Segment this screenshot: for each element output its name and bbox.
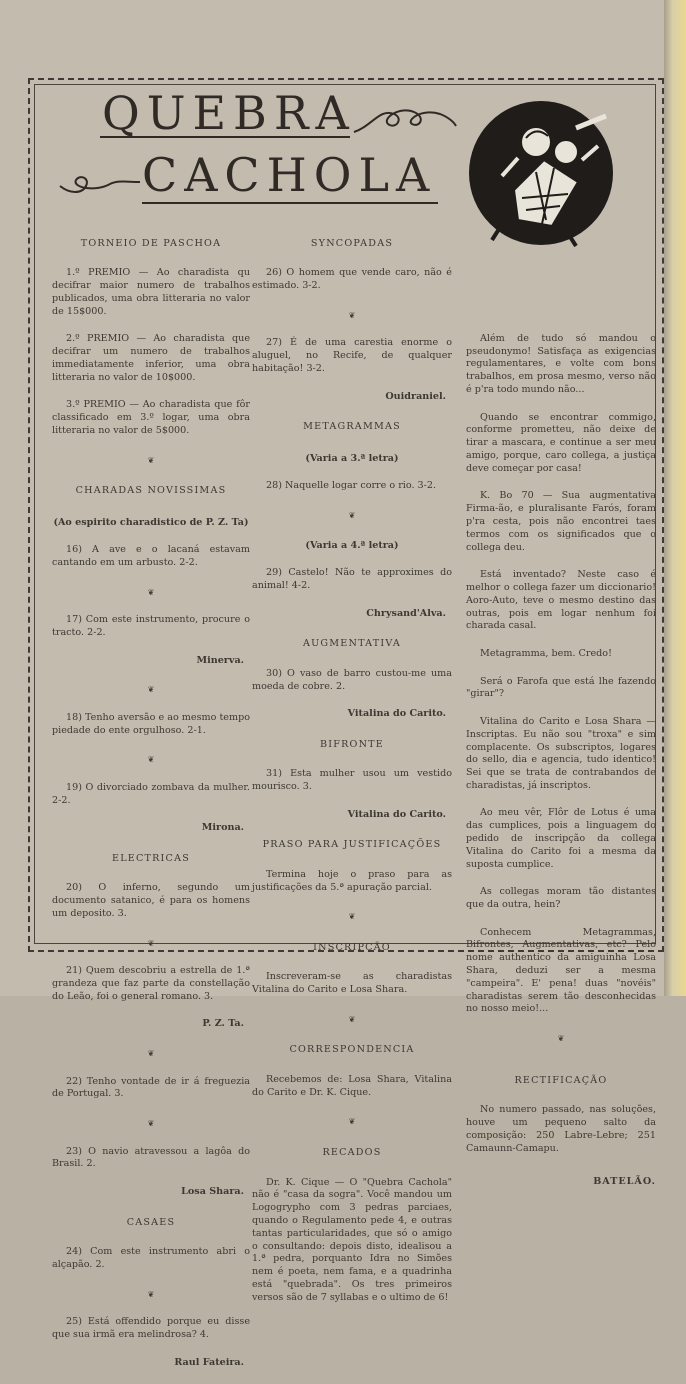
recado-farofa: Será o Farofa que está lhe fazendo "girar"?: [466, 675, 656, 700]
casal-24: 24) Com este instrumento abri o alçapão. 2.: [52, 1246, 250, 1270]
syncopada-27: 27) É de uma carestia enorme o aluguel, no Recife, de qualquer habitação! 3-2.: [252, 337, 452, 374]
ornament-icon: ❦: [147, 755, 155, 765]
column-right: [466, 320, 656, 1188]
section-title-bifronte: BIFRONTE: [320, 738, 384, 750]
ornament-icon: ❦: [147, 455, 155, 465]
metagramma-note-3: (Varia a 3.ª letra): [305, 452, 399, 464]
recado-continued-2: Quando se encontrar commigo, conforme prometteu, não deixe de tirar a mascara, e continue a ser meu amigo, porque, caro collega, a justiça deve começar por casa!: [466, 411, 656, 474]
signature-ouidraniel: Ouidraniel.: [385, 390, 446, 402]
recado-flor-de-lotus: Ao meu vêr, Flôr de Lotus é uma das cumplices, pois a linguagem do pedido de inscripção da collega Vitalina do Carito foi a mesma da suposta cumplice.: [466, 807, 656, 870]
ornament-icon: ❦: [348, 310, 356, 320]
metagramma-note-4: (Varia a 4.ª letra): [305, 539, 399, 551]
section-title-metagrammas: METAGRAMMAS: [303, 421, 401, 433]
section-title-inscripcao: INSCRIPÇÃO: [313, 941, 391, 953]
ornament-icon: ❦: [147, 1049, 155, 1059]
augmentativa-30: 30) O vaso de barro custou-me uma moeda de cobre. 2.: [252, 667, 452, 692]
recado-vitalina-losa: Vitalina do Carito e Losa Shara — Inscriptas. Eu não sou "troxa" e sim complacente. Os subscriptos, logares do sello, dia e agencia, tudo identico! Sei que se trata de contrabandos de charadistas, já inscriptos.: [466, 715, 656, 791]
section-title-rectificacao: RECTIFICAÇÃO: [514, 1074, 608, 1086]
premio-2: 2.º PREMIO — Ao charadista que decifrar um numero de trabalhos immediatamente inferior, uma obra litteraria no valor de 10$000.: [52, 333, 250, 383]
charada-17: 17) Com este instrumento, procure o tracto. 2-2.: [52, 614, 250, 639]
masthead-rule-bottom: [142, 202, 438, 204]
next-page-edge: [664, 0, 686, 996]
section-title-charadas: CHARADAS NOVISSIMAS: [75, 485, 227, 497]
signature-mirona: Mirona.: [201, 822, 244, 834]
ornament-icon: ❦: [348, 1117, 356, 1127]
ornament-icon: ❦: [348, 510, 356, 520]
signature-chrysand: Chrysand'Alva.: [366, 607, 446, 619]
praso-text: Termina hoje o praso para as justificações da 5.ª apuração parcial.: [252, 868, 452, 893]
section-title-augmentativa: AUGMENTATIVA: [303, 638, 401, 650]
ornament-icon: ❦: [147, 1289, 155, 1299]
premio-1: 1.º PREMIO — Ao charadista qu decifrar maior numero de trabalhos publicados, uma obra litteraria no valor de 15$000.: [52, 267, 250, 317]
recado-conhecem: Conhecem Metagrammas, Bifrontes, Augmentativas, etc? Pelo nome authentico da amiguinha Losa Shara, deduzi ser a mesma "campeira". E' pena! duas "novéis" charadistas serem tão desconhecidas no nosso meio!...: [466, 926, 656, 1015]
signature-raul: Raul Fateira.: [174, 1356, 244, 1368]
recado-text: Dr. K. Cique — O "Quebra Cachola" não é "casa da sogra". Você mandou um Logogrypho com 3 pedras parciaes, quando o Regulamento pede 4, e outras tantas particularidades, que só o amigo o consultando: depois disto, idealisou a 1.ª pedra, porquanto Idra no Simões nem é poeta, nem fama, e a quadrinha está "quebrada". Os tres primeiros versos são de 7 syllabas e o ultimo de 6!: [252, 1176, 452, 1303]
section-title-syncopadas: SYNCOPADAS: [310, 237, 394, 249]
section-title-praso: PRASO PARA JUSTIFICAÇÕES: [262, 839, 442, 851]
signature-vitalina-1: Vitalina do Carito.: [347, 708, 446, 720]
ornament-icon: ❦: [557, 1034, 565, 1044]
masthead: [62, 86, 462, 214]
charada-16: 16) A ave e o lacaná estavam cantando em um arbusto. 2-2.: [52, 544, 250, 569]
signature-minerva: Minerva.: [196, 654, 244, 666]
recado-continued-1: Além de tudo só mandou o pseudonymo! Satisfaça as exigencias regulamentares, e volte com bons trabalhos, em prosa mesmo, verso não é p'ra todo mundo não...: [466, 332, 656, 395]
flourish-right-icon: [350, 100, 460, 140]
metagramma-29: 29) Castelo! Não te approximes do animal! 4-2.: [252, 567, 452, 591]
section-title-casaes: CASAES: [126, 1216, 176, 1228]
recado-kbo70: K. Bo 70 — Sua augmentativa Firma-ão, e pluralisante Farós, foram p'ra cesta, pois não encontrei taes termos com os significados que o collega deu.: [466, 490, 656, 553]
electrica-21: 21) Quem descobriu a estrella de 1.ª grandeza que faz parte da constellação do Leão, foi o general romano. 3.: [52, 965, 250, 1002]
section-title-torneio: TORNEIO DE PASCHOA: [80, 237, 222, 249]
ornament-icon: ❦: [147, 938, 155, 948]
column-middle: [252, 222, 452, 1303]
flourish-left-icon: [56, 164, 142, 198]
masthead-title-line1: QUEBRA: [102, 86, 356, 140]
ornament-icon: ❦: [147, 1119, 155, 1128]
charada-18: 18) Tenho aversão e ao mesmo tempo piedade do ente orgulhoso. 2-1.: [52, 711, 250, 736]
section-title-recados: RECADOS: [322, 1147, 382, 1158]
signature-vitalina-2: Vitalina do Carito.: [347, 808, 446, 820]
recado-inventado: Está inventado? Neste caso é melhor o collega fazer um diccionario! Aoro-Auto, teve o mesmo destino das outras, pois em logar nenhum foi charada casal.: [466, 569, 656, 632]
signature-losa: Losa Shara.: [181, 1185, 244, 1197]
signature-pzta: P. Z. Ta.: [202, 1018, 244, 1030]
signature-batelao: BATELÃO.: [593, 1176, 656, 1188]
bifronte-31: 31) Esta mulher usou um vestido mourisco. 3.: [252, 768, 452, 793]
premio-3: 3.º PREMIO — Ao charadista que fôr classificado em 3.º logar, uma obra litteraria no valor de 5$000.: [52, 399, 250, 436]
rectificacao-text: No numero passado, nas soluções, houve um pequeno salto da composição: 250 Labre-Lebre; 251 Camaunn-Camapu.: [466, 1104, 656, 1154]
charada-19: 19) O divorciado zombava da mulher. 2-2.: [52, 781, 250, 806]
ornament-icon: ❦: [348, 1014, 356, 1024]
inscripcao-text: Inscreveram-se as charadistas Vitalina do Carito e Losa Shara.: [252, 971, 452, 996]
metagramma-28: 28) Naquelle logar corre o rio. 3-2.: [266, 480, 437, 492]
electrica-22: 22) Tenho vontade de ir á freguezia de Portugal. 3.: [52, 1075, 250, 1100]
ornament-icon: ❦: [348, 912, 356, 922]
ornament-icon: ❦: [147, 685, 155, 695]
syncopada-26: 26) O homem que vende caro, não é estimado. 3-2.: [252, 267, 452, 292]
ornament-icon: ❦: [147, 587, 155, 597]
electrica-23: 23) O navio atravessou a lagôa do Brasil. 2.: [52, 1145, 250, 1170]
correspondencia-text: Recebemos de: Losa Shara, Vitalina do Carito e Dr. K. Cique.: [252, 1074, 452, 1098]
recado-metagramma: Metagramma, bem. Credo!: [480, 647, 612, 659]
column-left: [52, 222, 250, 1368]
masthead-title-line2: CACHOLA: [142, 148, 437, 202]
casal-25: 25) Está offendido porque eu disse que sua irmã era melindrosa? 4.: [52, 1316, 250, 1340]
section-title-electricas: ELECTRICAS: [112, 852, 190, 864]
section-title-correspondencia: CORRESPONDENCIA: [289, 1044, 415, 1056]
dedication: (Ao espirito charadistico de P. Z. Ta): [53, 516, 249, 528]
recado-distantes: As collegas moram tão distantes que da outra, hein?: [466, 886, 656, 911]
electrica-20: 20) O inferno, segundo um documento satanico, é para os homens um deposito. 3.: [52, 882, 250, 920]
cartoon-dancing-figures-icon: [466, 98, 616, 248]
